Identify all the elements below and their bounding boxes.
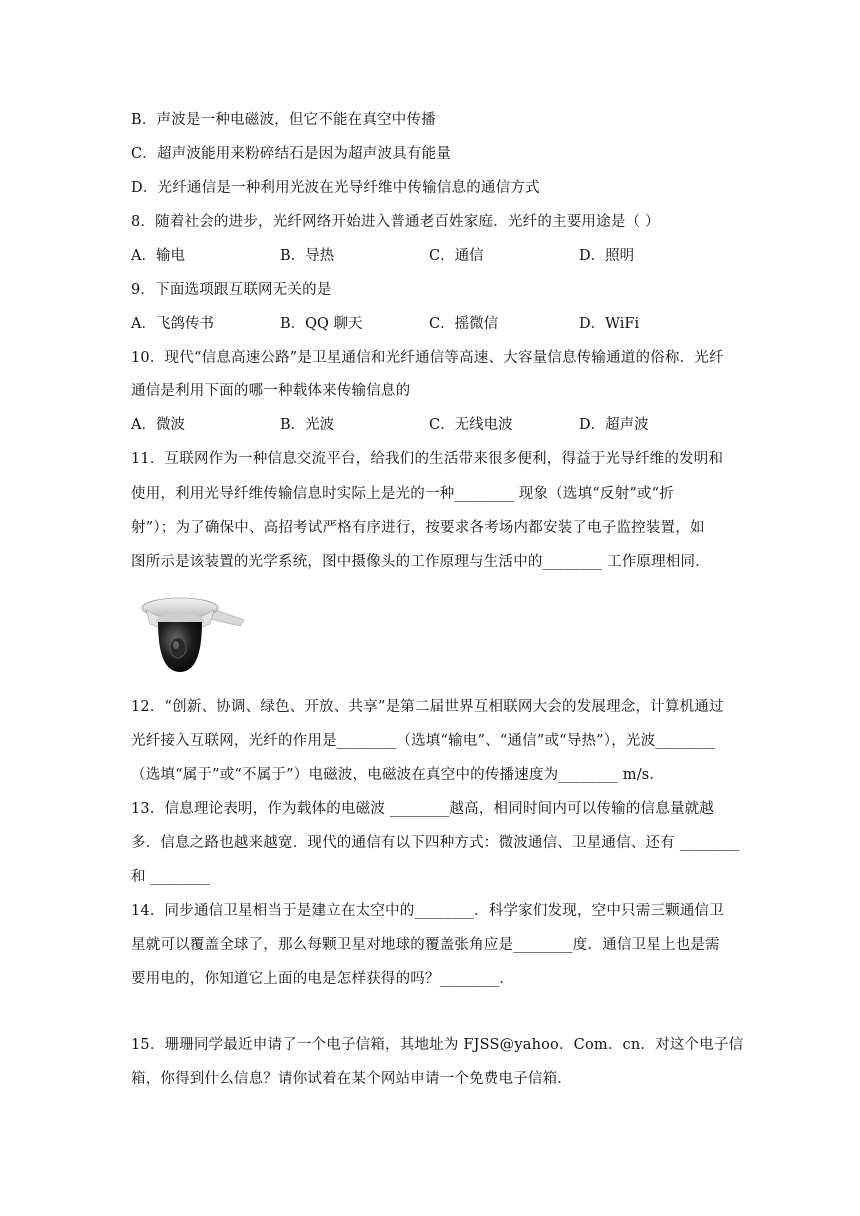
q10-option-c: C．无线电波 [429, 417, 513, 433]
question-11-line-4: 图所示是该装置的光学系统，图中摄像头的工作原理与生活中的________ 工作原理相同． [131, 554, 710, 570]
q9-option-d: D．WiFi [579, 316, 640, 332]
question-10-line-2: 通信是利用下面的哪一种载体来传输信息的 [131, 383, 411, 399]
question-13-line-1: 13．信息理论表明，作为载体的电磁波 ________越高，相同时间内可以传输的信息量就越 [131, 801, 715, 817]
question-12-line-1: 12．“创新、协调、绿色、开放、共享”是第二届世界互相联网大会的发展理念，计算机通过 [131, 699, 724, 715]
q8-option-c: C．通信 [429, 248, 484, 264]
question-15-line-1: 15．珊珊同学最近申请了一个电子信箱，其地址为 FJSS@yahoo．Com．cn．对这个电子信 [131, 1037, 744, 1053]
q9-option-c: C．摇微信 [429, 316, 499, 332]
q8-option-b: B．导热 [280, 248, 335, 264]
question-8: 8．随着社会的进步，光纤网络开始进入普通老百姓家庭．光纤的主要用途是（ ） [131, 214, 660, 230]
question-11-line-1: 11．互联网作为一种信息交流平台，给我们的生活带来很多便利，得益于光导纤维的发明和 [131, 451, 724, 467]
q8-option-a: A．输电 [131, 248, 185, 264]
question-14-line-3: 要用电的，你知道它上面的电是怎样获得的吗？________． [131, 971, 514, 987]
q10-option-d: D．超声波 [579, 417, 649, 433]
q7-option-d: D．光纤通信是一种利用光波在光导纤维中传输信息的通信方式 [131, 180, 540, 196]
question-13-line-3: 和 ________ [131, 869, 211, 885]
question-14-line-2: 星就可以覆盖全球了，那么每颗卫星对地球的覆盖张角应是________度．通信卫星上也是需 [131, 937, 720, 953]
q7-option-c: C．超声波能用来粉碎结石是因为超声波具有能量 [131, 146, 451, 162]
q7-option-b: B．声波是一种电磁波，但它不能在真空中传播 [131, 112, 436, 128]
question-12-line-3: （选填“属于”或“不属于”）电磁波，电磁波在真空中的传播速度为________ m/s． [131, 767, 665, 783]
question-9: 9．下面选项跟互联网无关的是 [131, 282, 332, 298]
q9-option-a: A．飞鸽传书 [131, 316, 214, 332]
question-11-line-2: 使用，利用光导纤维传输信息时实际上是光的一种________ 现象（选填“反射”或“折 [131, 486, 674, 502]
q9-option-b: B．QQ 聊天 [280, 316, 363, 332]
question-11-line-3: 射”）；为了确保中、高招考试严格有序进行，按要求各考场内都安装了电子监控装置，如 [131, 520, 705, 536]
question-10-line-1: 10．现代“信息高速公路”是卫星通信和光纤通信等高速、大容量信息传输通道的俗称．光纤 [131, 350, 724, 366]
q8-option-d: D．照明 [579, 248, 635, 264]
question-12-line-2: 光纤接入互联网，光纤的作用是________（选填“输电”、“通信”或“导热”），光波________ [131, 733, 715, 749]
surveillance-camera-image [140, 590, 246, 676]
q10-option-a: A．微波 [131, 417, 185, 433]
question-13-line-2: 多．信息之路也越来越宽．现代的通信有以下四种方式：微波通信、卫星通信、还有 ________ [131, 835, 740, 851]
question-15-line-2: 箱，你得到什么信息？请你试着在某个网站申请一个免费电子信箱． [131, 1071, 572, 1087]
question-14-line-1: 14．同步通信卫星相当于是建立在太空中的________．科学家们发现，空中只需三颗通信卫 [131, 903, 724, 919]
q10-option-b: B．光波 [280, 417, 335, 433]
